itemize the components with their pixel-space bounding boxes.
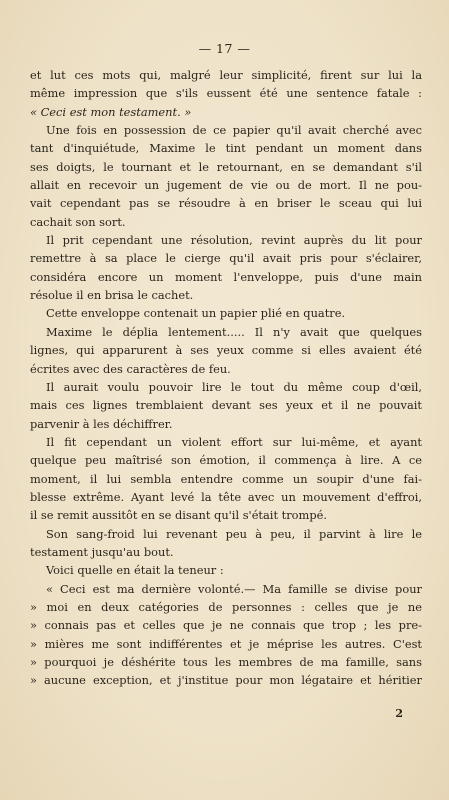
text-line: « Ceci est mon testament. »: [30, 104, 192, 119]
text-line: cachait son sort.: [30, 214, 126, 229]
text-line: Une fois en possession de ce papier qu'il avait cherché avec: [46, 123, 422, 138]
text-line: il se remit aussitôt en se disant qu'il s'était trompé.: [30, 508, 327, 523]
text-line: » aucune exception, et j'institue pour mon légataire et héritier: [30, 673, 422, 688]
text-line: Cette enveloppe contenait un papier plié en quatre.: [46, 306, 346, 321]
text-line: Voici quelle en était la teneur :: [46, 563, 224, 578]
text-line: » connais pas et celles que je ne connais que trop ; les pre-: [30, 618, 422, 633]
text-line: résolue il en brisa le cachet.: [30, 288, 194, 303]
text-line: blesse extrême. Ayant levé la tête avec un mouvement d'effroi,: [30, 489, 422, 504]
text-line: écrites avec des caractères de feu.: [30, 361, 231, 376]
text-line: mais ces lignes tremblaient devant ses yeux et il ne pouvait: [30, 398, 422, 413]
body-text: [30, 66, 422, 690]
text-line: » moi en deux catégories de personnes : celles que je ne: [30, 599, 422, 614]
text-line: Son sang-froid lui revenant peu à peu, il parvint à lire le: [46, 526, 422, 541]
text-line: allait en recevoir un jugement de vie ou de mort. Il ne pou-: [30, 178, 422, 193]
text-line: et lut ces mots qui, malgré leur simplicité, firent sur lui la: [30, 68, 422, 82]
text-line: parvenir à les déchiffrer.: [30, 416, 173, 431]
text-line: tant d'inquiétude, Maxime le tint pendant un moment dans: [30, 141, 422, 156]
text-line: considéra encore un moment l'enveloppe, puis d'une main: [30, 269, 422, 284]
text-line: vait cependant pas se résoudre à en briser le sceau qui lui: [30, 196, 422, 211]
text-line: » pourquoi je déshérite tous les membres de ma famille, sans: [30, 655, 422, 669]
text-line: Maxime le déplia lentement..... Il n'y avait que quelques: [46, 324, 422, 339]
text-line: remettre à sa place le cierge qu'il avait pris pour s'éclairer,: [30, 251, 422, 266]
text-line: Il aurait voulu pouvoir lire le tout du même coup d'œil,: [46, 379, 422, 394]
text-line: « Ceci est ma dernière volonté.— Ma famille se divise pour: [46, 581, 422, 596]
text-line: même impression que s'ils eussent été une sentence fatale :: [30, 86, 422, 101]
text-line: ses doigts, le tournant et le retournant, en se demandant s'il: [30, 159, 422, 174]
text-line: Il prit cependant une résolution, revint auprès du lit pour: [46, 233, 422, 248]
text-line: » mières me sont indifférentes et je méprise les autres. C'est: [30, 636, 422, 651]
text-line: quelque peu maîtrisé son émotion, il commença à lire. A ce: [30, 453, 422, 468]
text-line: Il fit cependant un violent effort sur lui-même, et ayant: [46, 434, 422, 449]
signature-mark: 2: [395, 707, 403, 720]
text-line: lignes, qui apparurent à ses yeux comme si elles avaient été: [30, 343, 422, 358]
text-line: testament jusqu'au bout.: [30, 544, 174, 559]
text-line: moment, il lui sembla entendre comme un soupir d'une fai-: [30, 471, 422, 486]
page-number: — 17 —: [198, 41, 251, 56]
